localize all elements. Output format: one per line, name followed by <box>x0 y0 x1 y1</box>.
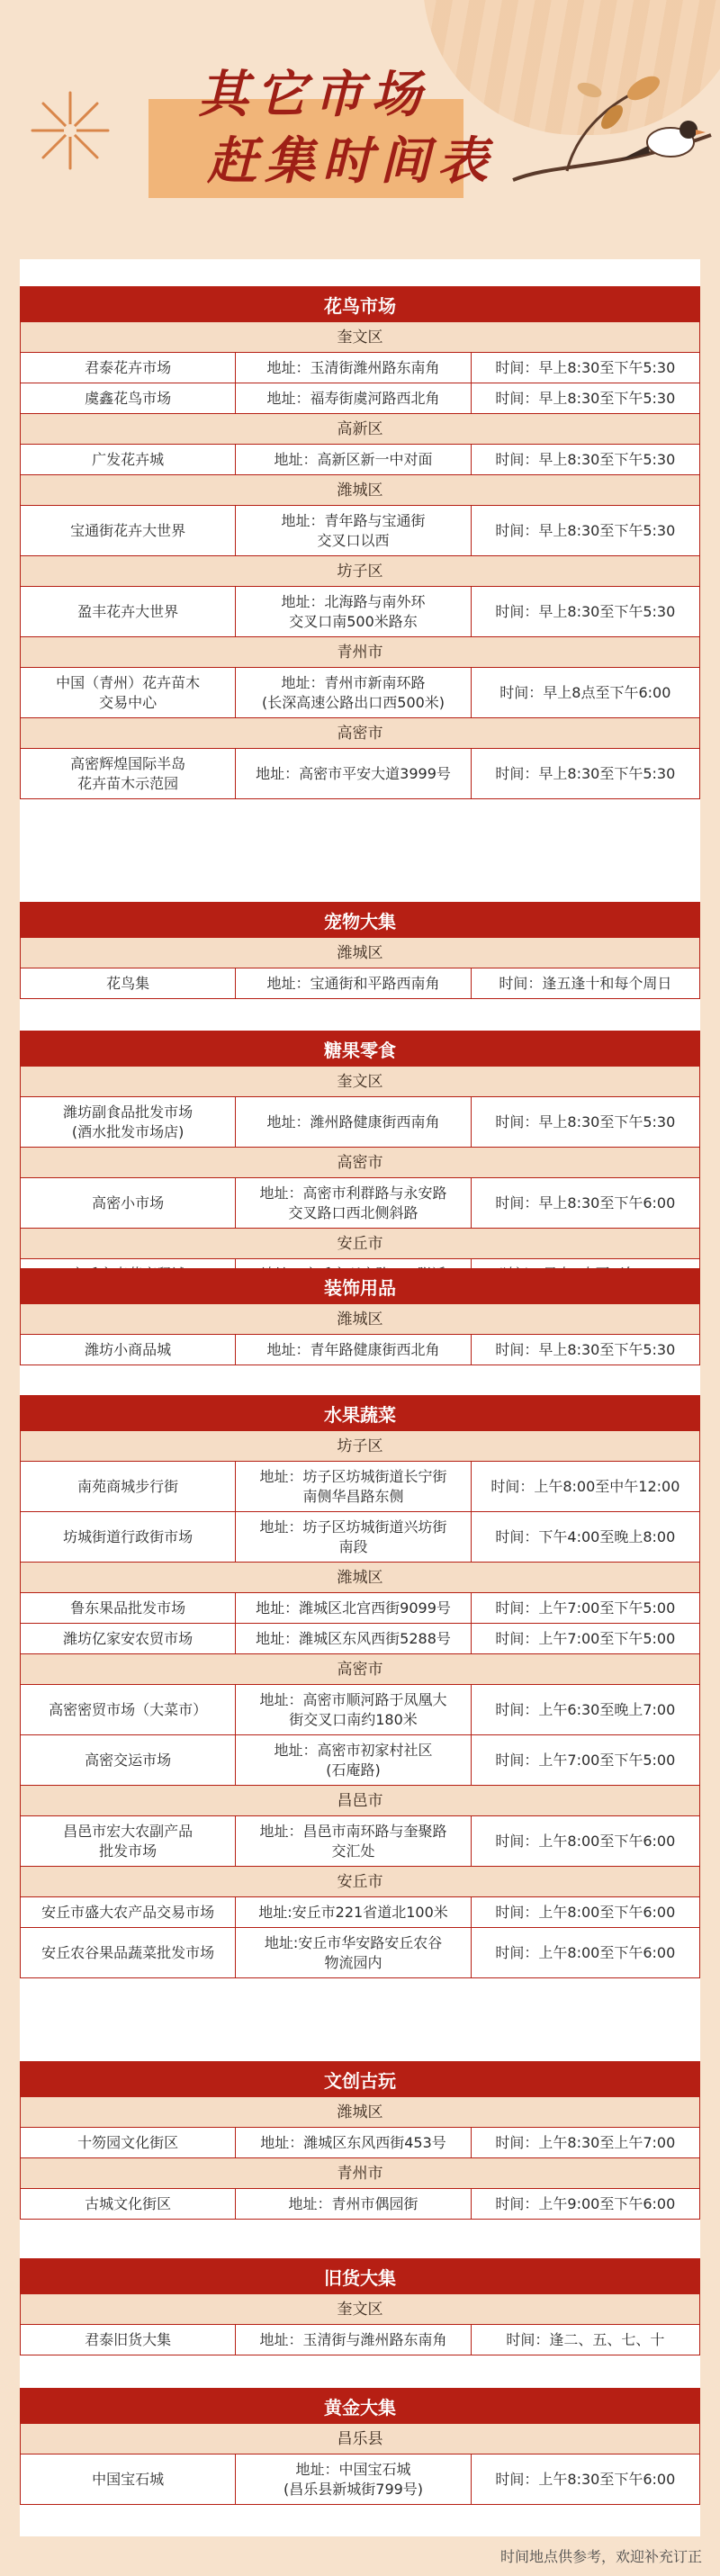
market-hours: 时间：上午8:30至下午6:00 <box>495 2470 676 2488</box>
market-name: 鲁东果品批发市场 <box>21 1593 236 1623</box>
market-address: 地址：高密市利群路与永安路 交叉路口西北侧斜路 <box>236 1178 471 1228</box>
section-title: 装饰用品 <box>20 1268 700 1304</box>
district-header: 青州市 <box>20 2158 700 2189</box>
market-name: 古城文化街区 <box>21 2189 236 2219</box>
table-row <box>20 2325 700 2355</box>
section-title: 糖果零食 <box>20 1031 700 1067</box>
market-hours: 时间：逢五逢十和每个周日 <box>499 974 672 992</box>
table-row <box>20 1897 700 1928</box>
page-title <box>198 61 504 194</box>
market-hours: 时间：早上8:30至下午5:30 <box>495 450 676 468</box>
market-address: 地址：高新区新一中对面 <box>236 445 471 474</box>
district-header: 高密市 <box>20 1148 700 1178</box>
market-name: 中国宝石城 <box>21 2454 236 2504</box>
district-header: 坊子区 <box>20 556 700 587</box>
market-section <box>20 1268 700 1365</box>
market-address: 地址：坊子区坊城街道长宁街 南侧华昌路东侧 <box>236 1462 471 1511</box>
district-header: 奎文区 <box>20 2294 700 2325</box>
market-name: 潍坊副食品批发市场 (酒水批发市场店) <box>21 1097 236 1147</box>
table-row <box>20 1685 700 1735</box>
market-hours: 时间：上午8:00至下午6:00 <box>495 1903 676 1921</box>
market-hours: 时间：上午7:00至下午5:00 <box>495 1629 676 1647</box>
market-section <box>20 286 700 799</box>
market-address: 地址:安丘市华安路安丘农谷 物流园内 <box>236 1928 471 1977</box>
section-title: 黄金大集 <box>20 2388 700 2424</box>
district-header: 青州市 <box>20 637 700 668</box>
market-address: 地址：青州市新南环路 (长深高速公路出口西500米) <box>236 668 471 717</box>
market-address: 地址：玉清街与潍州路东南角 <box>236 2325 471 2355</box>
market-address: 地址：潍城区北宫西街9099号 <box>236 1593 471 1623</box>
market-address: 地址：高密市初家村社区 (石庵路) <box>236 1735 471 1785</box>
market-hours: 时间：早上8:30至下午5:30 <box>495 521 676 539</box>
table-row <box>20 587 700 637</box>
market-hours: 时间：下午4:00至晚上8:00 <box>495 1527 676 1545</box>
table-row <box>20 1178 700 1229</box>
market-name: 潍坊亿家安农贸市场 <box>21 1624 236 1653</box>
district-header: 昌邑市 <box>20 1786 700 1816</box>
market-name: 十笏园文化街区 <box>21 2128 236 2157</box>
market-hours: 时间：上午7:00至下午5:00 <box>495 1599 676 1617</box>
market-section <box>20 2061 700 2220</box>
table-row <box>20 1462 700 1512</box>
market-name: 潍坊小商品城 <box>21 1335 236 1365</box>
market-hours: 时间：早上8:30至下午5:30 <box>495 602 676 620</box>
district-header: 坊子区 <box>20 1431 700 1462</box>
table-row <box>20 1335 700 1365</box>
district-header: 潍城区 <box>20 2097 700 2128</box>
market-hours: 时间：早上8点至下午6:00 <box>500 683 671 701</box>
market-address: 地址:安丘市221省道北100米 <box>236 1897 471 1927</box>
section-title: 宠物大集 <box>20 902 700 938</box>
bird-on-branch-icon <box>504 36 720 216</box>
table-row <box>20 1624 700 1654</box>
market-hours: 时间：上午8:00至下午6:00 <box>495 1832 676 1850</box>
table-row <box>20 353 700 383</box>
district-header: 高密市 <box>20 718 700 749</box>
district-header: 高密市 <box>20 1654 700 1685</box>
market-name: 广发花卉城 <box>21 445 236 474</box>
market-name: 安丘农谷果品蔬菜批发市场 <box>21 1928 236 1977</box>
district-header: 昌乐县 <box>20 2424 700 2454</box>
table-row <box>20 668 700 718</box>
market-hours: 时间：上午8:00至中午12:00 <box>490 1477 680 1495</box>
market-name: 昌邑市宏大农副产品 批发市场 <box>21 1816 236 1866</box>
market-hours: 时间：早上8:30至下午5:30 <box>495 764 676 782</box>
market-hours: 时间：上午9:00至下午6:00 <box>495 2194 676 2212</box>
market-name: 君泰花卉市场 <box>21 353 236 383</box>
table-row <box>20 2128 700 2158</box>
market-address: 地址：高密市平安大道3999号 <box>236 749 471 798</box>
table-row <box>20 1816 700 1867</box>
market-hours: 时间：早上8:30至下午5:30 <box>495 1112 676 1130</box>
market-address: 地址：潍州路健康街西南角 <box>236 1097 471 1147</box>
market-address: 地址：宝通街和平路西南角 <box>236 968 471 998</box>
table-row <box>20 506 700 556</box>
market-hours: 时间：上午6:30至晚上7:00 <box>495 1700 676 1718</box>
market-address: 地址：青州市偶园街 <box>236 2189 471 2219</box>
market-section <box>20 902 700 999</box>
district-header: 奎文区 <box>20 1067 700 1097</box>
table-row <box>20 2189 700 2220</box>
market-section <box>20 1395 700 1978</box>
district-header: 潍城区 <box>20 475 700 506</box>
market-hours: 时间：逢二、五、七、十 <box>506 2330 665 2348</box>
market-hours: 时间：上午8:00至下午6:00 <box>495 1943 676 1961</box>
table-row <box>20 1928 700 1978</box>
market-section <box>20 2258 700 2355</box>
market-address: 地址：福寿街虞河路西北角 <box>236 383 471 413</box>
market-name: 高密密贸市场（大菜市） <box>21 1685 236 1734</box>
market-hours: 时间：上午8:30至上午7:00 <box>495 2133 676 2151</box>
market-name: 中国（青州）花卉苗木 交易中心 <box>21 668 236 717</box>
market-section <box>20 2388 700 2505</box>
market-name: 高密小市场 <box>21 1178 236 1228</box>
market-address: 地址：坊子区坊城街道兴坊街 南段 <box>236 1512 471 1562</box>
district-header: 奎文区 <box>20 322 700 353</box>
table-row <box>20 2454 700 2505</box>
district-header: 安丘市 <box>20 1867 700 1897</box>
market-name: 安丘市盛大农产品交易市场 <box>21 1897 236 1927</box>
firework-icon <box>25 86 115 176</box>
market-name: 虞鑫花鸟市场 <box>21 383 236 413</box>
table-row <box>20 1735 700 1786</box>
market-name: 南苑商城步行街 <box>21 1462 236 1511</box>
market-hours: 时间：早上8:30至下午5:30 <box>495 389 676 407</box>
market-section <box>20 1031 700 1290</box>
section-title: 水果蔬菜 <box>20 1395 700 1431</box>
title-line-2: 赶集时间表 <box>207 131 495 191</box>
section-title: 花鸟市场 <box>20 286 700 322</box>
market-address: 地址：潍城区东风西街453号 <box>236 2128 471 2157</box>
market-name: 花鸟集 <box>21 968 236 998</box>
table-row <box>20 445 700 475</box>
footer-note: 时间地点供参考，欢迎补充订正 <box>500 2548 702 2565</box>
market-name: 宝通街花卉大世界 <box>21 506 236 555</box>
market-name: 高密辉煌国际半岛 花卉苗木示范园 <box>21 749 236 798</box>
market-name: 君泰旧货大集 <box>21 2325 236 2355</box>
market-name: 坊城街道行政街市场 <box>21 1512 236 1562</box>
district-header: 高新区 <box>20 414 700 445</box>
section-title: 旧货大集 <box>20 2258 700 2294</box>
header-banner <box>0 0 720 252</box>
market-address: 地址：潍城区东风西街5288号 <box>236 1624 471 1653</box>
market-hours: 时间：早上8:30至下午5:30 <box>495 1340 676 1358</box>
table-row <box>20 1512 700 1563</box>
table-row <box>20 1593 700 1624</box>
market-name: 盈丰花卉大世界 <box>21 587 236 636</box>
table-row <box>20 749 700 799</box>
table-row <box>20 383 700 414</box>
title-line-1: 其它市场 <box>198 65 428 124</box>
section-title: 文创古玩 <box>20 2061 700 2097</box>
market-hours: 时间：早上8:30至下午5:30 <box>495 358 676 376</box>
market-name: 高密交运市场 <box>21 1735 236 1785</box>
market-address: 地址：中国宝石城 (昌乐县新城街799号) <box>236 2454 471 2504</box>
market-address: 地址：玉清街潍州路东南角 <box>236 353 471 383</box>
table-row <box>20 1097 700 1148</box>
market-address: 地址：青年路与宝通街 交叉口以西 <box>236 506 471 555</box>
market-address: 地址：昌邑市南环路与奎聚路 交汇处 <box>236 1816 471 1866</box>
market-hours: 时间：上午7:00至下午5:00 <box>495 1751 676 1769</box>
market-address: 地址：北海路与南外环 交叉口南500米路东 <box>236 587 471 636</box>
district-header: 潍城区 <box>20 1304 700 1335</box>
district-header: 潍城区 <box>20 1563 700 1593</box>
district-header: 安丘市 <box>20 1229 700 1259</box>
market-address: 地址：青年路健康街西北角 <box>236 1335 471 1365</box>
market-hours: 时间：早上8:30至下午6:00 <box>495 1193 676 1211</box>
table-row <box>20 968 700 999</box>
district-header: 潍城区 <box>20 938 700 968</box>
market-address: 地址：高密市顺河路于凤凰大 街交叉口南约180米 <box>236 1685 471 1734</box>
